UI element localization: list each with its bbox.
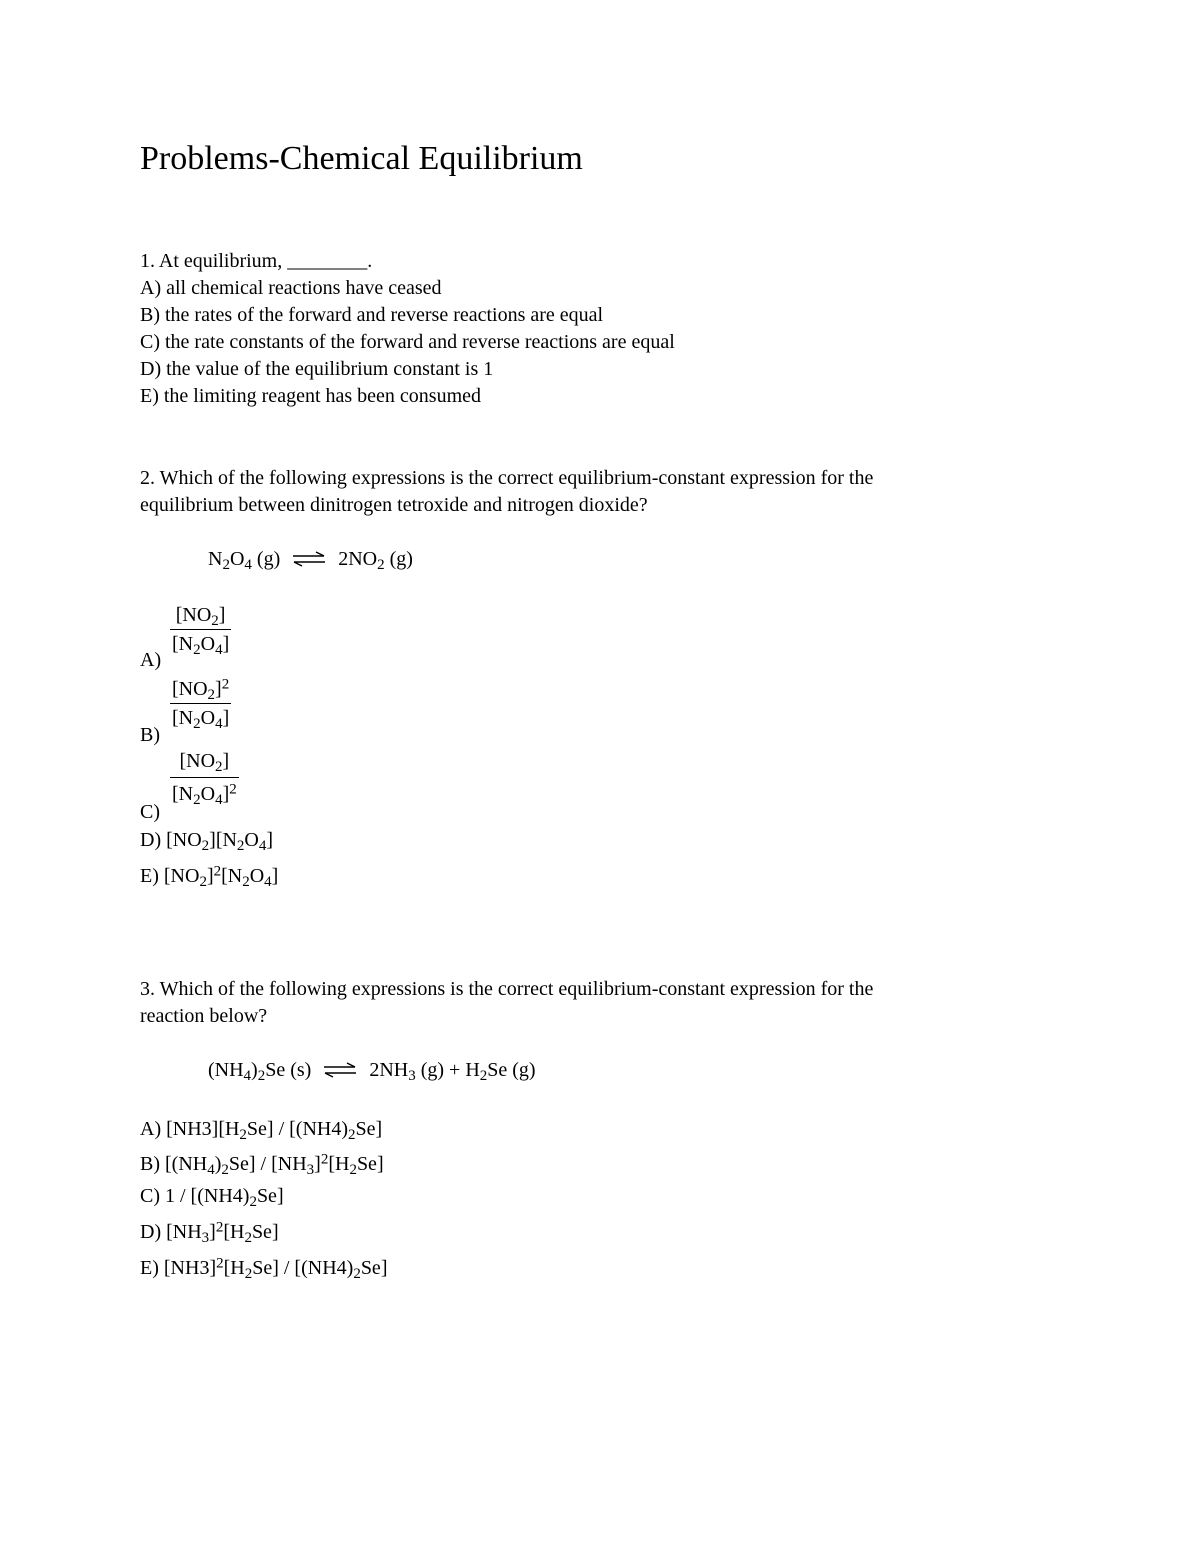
page-title: Problems-Chemical Equilibrium (140, 140, 583, 177)
fraction-bar (170, 629, 231, 630)
q3-stem-line1: 3. Which of the following expressions is the correct equilibrium-constant expression for the (140, 978, 874, 1000)
q3-option-b: B) $[(NH_4)_2Se] / [NH_3]^2[H_2Se]$ (140, 1151, 384, 1178)
q2-option-c-label: C) (140, 801, 160, 823)
q3-option-a: A) $[NH3][H_2Se] / [(NH4)_2Se]$ (140, 1118, 383, 1143)
q1-option-d: D) the value of the equilibrium constant is 1 (140, 358, 494, 380)
q1-option-e: E) the limiting reagent has been consumed (140, 385, 482, 407)
q1-option-c: C) the rate constants of the forward and reverse reactions are equal (140, 331, 675, 353)
equilibrium-arrows-icon (322, 1062, 358, 1078)
q2-stem-line1: 2. Which of the following expressions is the correct equilibrium-constant expression for the (140, 467, 874, 489)
q2-option-c-denominator: $[N_2O_4]^2$ (172, 781, 237, 808)
q2-option-d: D) $[NO_2][N_2O_4]$ (140, 829, 274, 854)
q2-option-a-fraction (170, 603, 231, 656)
q3-stem-line2: reaction below? (140, 1005, 268, 1027)
q1-option-b: B) the rates of the forward and reverse reactions are equal (140, 304, 604, 326)
fraction-bar (170, 777, 239, 778)
equilibrium-arrows-icon (291, 551, 327, 567)
q2-option-a-denominator: $[N_2O_4]$ (172, 633, 230, 658)
q3-option-e: E) $[NH3]^2[H_2Se] / [(NH4)_2Se]$ (140, 1255, 388, 1282)
q3-option-d: D) $[NH_3]^2[H_2Se]$ (140, 1219, 279, 1246)
q2-equation: $N_2O_4$ (g) $2NO_2$ (g) (208, 548, 413, 573)
q2-option-c-numerator: $[NO_2]$ (179, 750, 230, 775)
q1-option-a: A) all chemical reactions have ceased (140, 277, 442, 299)
q2-option-b-label: B) (140, 724, 160, 746)
q2-option-b-numerator: $[NO_2]^2$ (172, 676, 230, 703)
q2-option-e: E) $[NO_2]^2[N_2O_4]$ (140, 863, 279, 890)
q2-option-c-fraction (170, 749, 239, 806)
q3-option-c: C) $1 / [(NH4)_2Se]$ (140, 1185, 284, 1210)
q2-option-a-label: A) (140, 649, 162, 671)
q2-option-b-fraction (170, 677, 231, 730)
q2-option-b-denominator: $[N_2O_4]$ (172, 707, 230, 732)
q1-stem: 1. At equilibrium, ________. (140, 250, 373, 272)
q2-stem-line2: equilibrium between dinitrogen tetroxide and nitrogen dioxide? (140, 494, 648, 516)
fraction-bar (170, 703, 231, 704)
q2-option-a-numerator: $[NO_2]$ (175, 604, 226, 629)
q3-equation: $(NH_4)_2Se$ (s) $2NH_3$ $(g) + H_2Se$ (g) (208, 1059, 536, 1084)
